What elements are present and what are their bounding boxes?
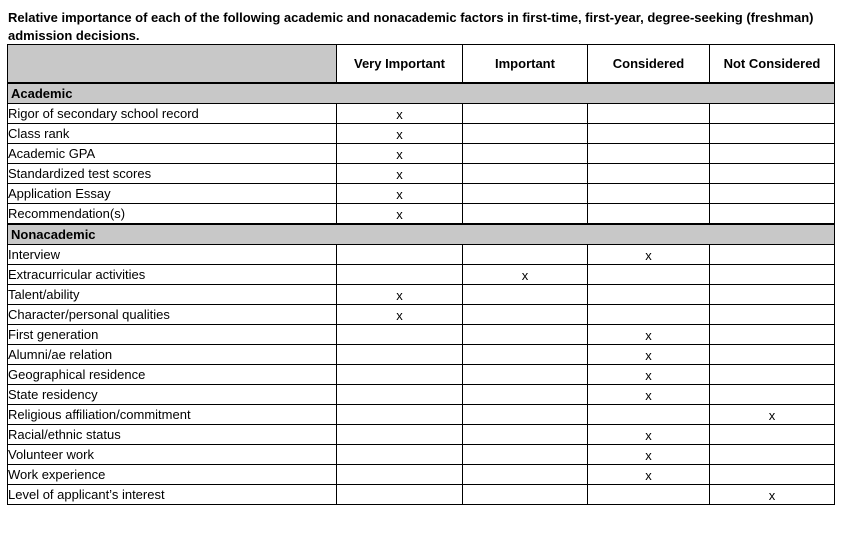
cell-important: [463, 245, 588, 265]
factor-label: Level of applicant’s interest: [8, 485, 337, 505]
cell-very-important: [337, 345, 463, 365]
table-row: [8, 425, 835, 445]
factor-label: Alumni/ae relation: [8, 345, 337, 365]
table-row: [8, 465, 835, 485]
cell-considered: x: [588, 425, 710, 445]
cell-important: [463, 465, 588, 485]
cell-considered: [588, 204, 710, 225]
cell-considered: [588, 164, 710, 184]
table-row: [8, 164, 835, 184]
table-row: [8, 305, 835, 325]
table-row: [8, 265, 835, 285]
header-row: [8, 45, 835, 84]
cell-very-important: x: [337, 124, 463, 144]
cell-important: [463, 445, 588, 465]
table-row: [8, 405, 835, 425]
column-header-considered: Considered: [588, 45, 710, 84]
section-label: Academic: [8, 83, 835, 104]
factor-label: Rigor of secondary school record: [8, 104, 337, 124]
cell-not-considered: [710, 104, 835, 124]
table-row: [8, 445, 835, 465]
factor-label: Talent/ability: [8, 285, 337, 305]
table-row: [8, 104, 835, 124]
table-title: Relative importance of each of the following academic and nonacademic factors in first-time, first-year, degree-seeking (freshman) admission decisions.: [8, 10, 814, 43]
cell-very-important: [337, 265, 463, 285]
cell-important: [463, 425, 588, 445]
cell-important: [463, 164, 588, 184]
cell-very-important: [337, 445, 463, 465]
column-header-important: Important: [463, 45, 588, 84]
cell-not-considered: [710, 325, 835, 345]
cell-considered: [588, 485, 710, 505]
cell-very-important: [337, 465, 463, 485]
cell-considered: [588, 104, 710, 124]
section-row-academic: [8, 83, 835, 104]
cell-important: [463, 365, 588, 385]
factor-label: Class rank: [8, 124, 337, 144]
cell-not-considered: [710, 144, 835, 164]
cell-very-important: x: [337, 144, 463, 164]
cell-very-important: x: [337, 104, 463, 124]
cell-not-considered: [710, 385, 835, 405]
cell-important: [463, 305, 588, 325]
factor-label: Religious affiliation/commitment: [8, 405, 337, 425]
cell-important: [463, 124, 588, 144]
cell-considered: [588, 144, 710, 164]
cell-not-considered: [710, 305, 835, 325]
cell-not-considered: [710, 164, 835, 184]
cell-considered: [588, 265, 710, 285]
cell-important: [463, 285, 588, 305]
cell-not-considered: [710, 445, 835, 465]
table-row: [8, 144, 835, 164]
cell-not-considered: [710, 425, 835, 445]
cell-considered: x: [588, 245, 710, 265]
table-row: [8, 204, 835, 225]
cell-not-considered: x: [710, 405, 835, 425]
cell-very-important: [337, 325, 463, 345]
table-row: [8, 485, 835, 505]
factor-label: Interview: [8, 245, 337, 265]
cell-considered: x: [588, 445, 710, 465]
cell-considered: [588, 184, 710, 204]
cell-very-important: [337, 485, 463, 505]
factor-label: Application Essay: [8, 184, 337, 204]
cell-considered: x: [588, 385, 710, 405]
factor-label: Geographical residence: [8, 365, 337, 385]
table-row: [8, 325, 835, 345]
cell-important: [463, 104, 588, 124]
cell-important: [463, 385, 588, 405]
table-row: [8, 285, 835, 305]
cell-considered: [588, 305, 710, 325]
table-row: [8, 345, 835, 365]
cell-very-important: [337, 425, 463, 445]
cell-not-considered: [710, 124, 835, 144]
factor-label: Academic GPA: [8, 144, 337, 164]
cell-considered: x: [588, 345, 710, 365]
factor-label: First generation: [8, 325, 337, 345]
cell-not-considered: [710, 365, 835, 385]
section-row-nonacademic: [8, 224, 835, 245]
cell-important: [463, 485, 588, 505]
cell-considered: x: [588, 365, 710, 385]
cell-very-important: [337, 245, 463, 265]
column-header-not-considered: Not Considered: [710, 45, 835, 84]
cell-important: [463, 405, 588, 425]
section-label: Nonacademic: [8, 224, 835, 245]
factor-label: Volunteer work: [8, 445, 337, 465]
factor-label: Recommendation(s): [8, 204, 337, 225]
cell-important: x: [463, 265, 588, 285]
factor-label: Character/personal qualities: [8, 305, 337, 325]
cell-very-important: [337, 405, 463, 425]
table-row: [8, 385, 835, 405]
table-row: [8, 245, 835, 265]
cell-not-considered: [710, 465, 835, 485]
cell-considered: x: [588, 325, 710, 345]
cell-very-important: x: [337, 305, 463, 325]
cell-very-important: x: [337, 164, 463, 184]
cell-very-important: [337, 365, 463, 385]
table-row: [8, 365, 835, 385]
cell-not-considered: x: [710, 485, 835, 505]
cell-important: [463, 184, 588, 204]
cell-important: [463, 345, 588, 365]
cell-very-important: x: [337, 184, 463, 204]
cell-not-considered: [710, 184, 835, 204]
factor-label: State residency: [8, 385, 337, 405]
cell-considered: x: [588, 465, 710, 485]
cell-not-considered: [710, 345, 835, 365]
cell-not-considered: [710, 204, 835, 225]
factor-label: Racial/ethnic status: [8, 425, 337, 445]
table-row: [8, 124, 835, 144]
cell-considered: [588, 285, 710, 305]
table-body: [8, 83, 835, 505]
cell-very-important: [337, 385, 463, 405]
cell-not-considered: [710, 245, 835, 265]
cell-important: [463, 204, 588, 225]
admission-factors-table: [7, 44, 835, 505]
cell-not-considered: [710, 265, 835, 285]
cell-important: [463, 144, 588, 164]
cell-very-important: x: [337, 204, 463, 225]
column-header-very-important: Very Important: [337, 45, 463, 84]
cell-important: [463, 325, 588, 345]
factor-label: Work experience: [8, 465, 337, 485]
factor-column-header: [8, 45, 337, 84]
cell-considered: [588, 405, 710, 425]
cell-considered: [588, 124, 710, 144]
factor-label: Standardized test scores: [8, 164, 337, 184]
table-row: [8, 184, 835, 204]
cell-very-important: x: [337, 285, 463, 305]
factor-label: Extracurricular activities: [8, 265, 337, 285]
cell-not-considered: [710, 285, 835, 305]
